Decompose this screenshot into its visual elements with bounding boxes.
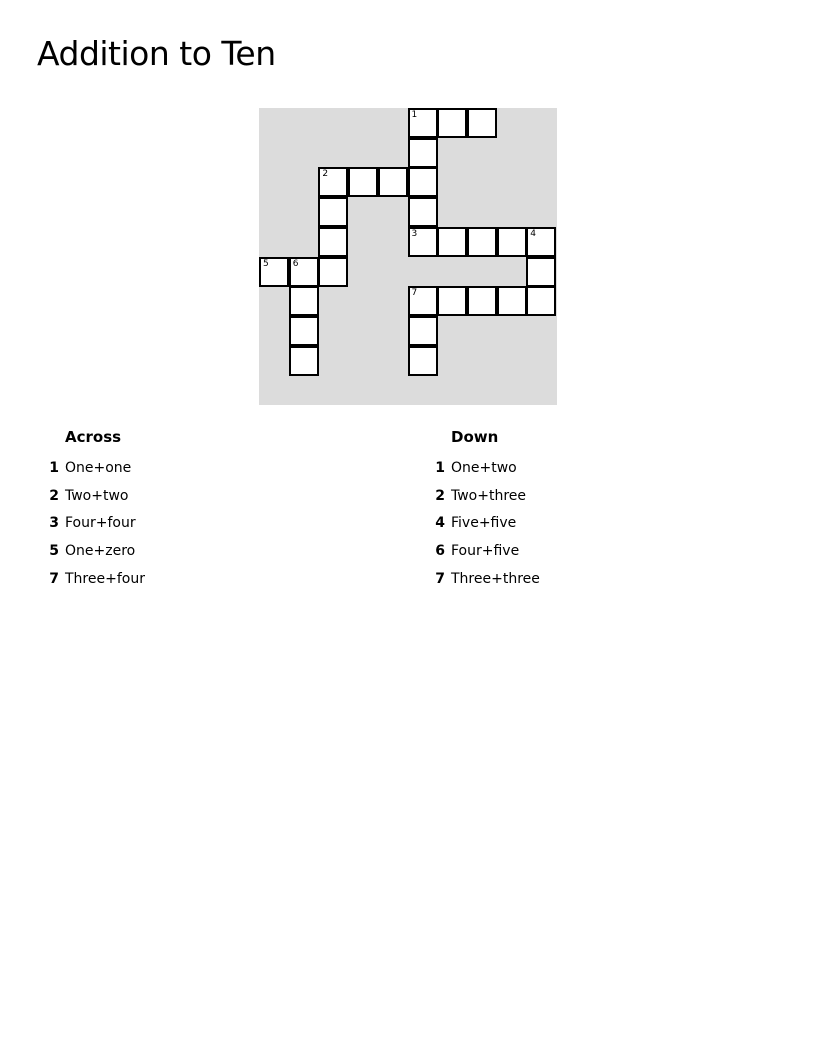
crossword-cell[interactable]	[408, 346, 438, 376]
cell-number: 5	[263, 258, 269, 269]
across-clue	[40, 537, 370, 565]
crossword-cell[interactable]	[378, 167, 408, 197]
across-clues	[40, 428, 370, 593]
crossword-cell[interactable]	[526, 227, 556, 257]
crossword-cell[interactable]	[437, 108, 467, 138]
crossword-cell[interactable]	[408, 286, 438, 316]
cell-number: 1	[411, 110, 418, 120]
clue-text: One+zero	[65, 543, 136, 560]
crossword-cell[interactable]	[408, 138, 438, 168]
down-clue	[426, 565, 756, 593]
crossword-cell[interactable]	[526, 257, 556, 287]
down-clue	[426, 537, 756, 565]
crossword-cell[interactable]	[289, 346, 319, 376]
down-heading: Down	[451, 428, 499, 446]
clue-number: 3	[49, 515, 59, 532]
crossword-cell[interactable]	[497, 286, 527, 316]
cell-number: 3	[411, 228, 418, 239]
clue-text: Three+four	[65, 571, 145, 588]
crossword-cell[interactable]	[526, 286, 556, 316]
across-heading: Across	[65, 428, 122, 446]
crossword-cell[interactable]	[408, 197, 438, 227]
crossword-cell[interactable]	[437, 227, 467, 257]
clue-text: Two+two	[65, 487, 129, 504]
across-clue	[40, 482, 370, 510]
across-clue	[40, 510, 370, 538]
crossword-grid	[259, 108, 557, 405]
crossword-cell[interactable]	[467, 227, 497, 257]
clue-number: 1	[435, 459, 445, 476]
down-clue	[426, 510, 756, 538]
down-clues	[426, 428, 756, 593]
cell-number: 4	[530, 228, 537, 239]
across-clue	[40, 454, 370, 482]
down-clue	[426, 482, 756, 510]
crossword-cell[interactable]	[259, 257, 289, 287]
clue-number: 7	[49, 571, 59, 588]
clue-number: 2	[49, 487, 59, 504]
clue-number: 1	[49, 459, 59, 476]
crossword-cell[interactable]	[408, 108, 438, 138]
crossword-cell[interactable]	[318, 227, 348, 257]
clue-text: One+one	[65, 459, 132, 476]
clue-text: One+two	[451, 459, 517, 476]
cell-number: 7	[411, 288, 418, 299]
cell-number: 6	[292, 258, 299, 269]
crossword-cell[interactable]	[467, 108, 497, 138]
clue-number: 7	[435, 571, 445, 588]
page-title: Addition to Ten	[37, 34, 276, 73]
crossword-cell[interactable]	[408, 227, 438, 257]
crossword-cell[interactable]	[318, 167, 348, 197]
clue-text: Five+five	[451, 515, 517, 532]
crossword-cell[interactable]	[437, 286, 467, 316]
clue-number: 4	[435, 515, 445, 532]
cell-number: 2	[322, 169, 329, 180]
crossword-cell[interactable]	[467, 286, 497, 316]
crossword-cell[interactable]	[408, 316, 438, 346]
clue-number: 6	[435, 543, 445, 560]
clue-text: Four+five	[451, 543, 520, 560]
crossword-cell[interactable]	[348, 167, 378, 197]
clue-text: Four+four	[65, 515, 136, 532]
crossword-cell[interactable]	[318, 257, 348, 287]
crossword-cell[interactable]	[289, 286, 319, 316]
crossword-cell[interactable]	[318, 197, 348, 227]
clue-number: 2	[435, 487, 445, 504]
clue-number: 5	[49, 543, 59, 560]
crossword-cell[interactable]	[289, 316, 319, 346]
clue-text: Two+three	[451, 487, 527, 504]
across-clue	[40, 565, 370, 593]
down-clue	[426, 454, 756, 482]
crossword-cell[interactable]	[408, 167, 438, 197]
crossword-cell[interactable]	[289, 257, 319, 287]
clue-text: Three+three	[451, 571, 540, 588]
crossword-cell[interactable]	[497, 227, 527, 257]
